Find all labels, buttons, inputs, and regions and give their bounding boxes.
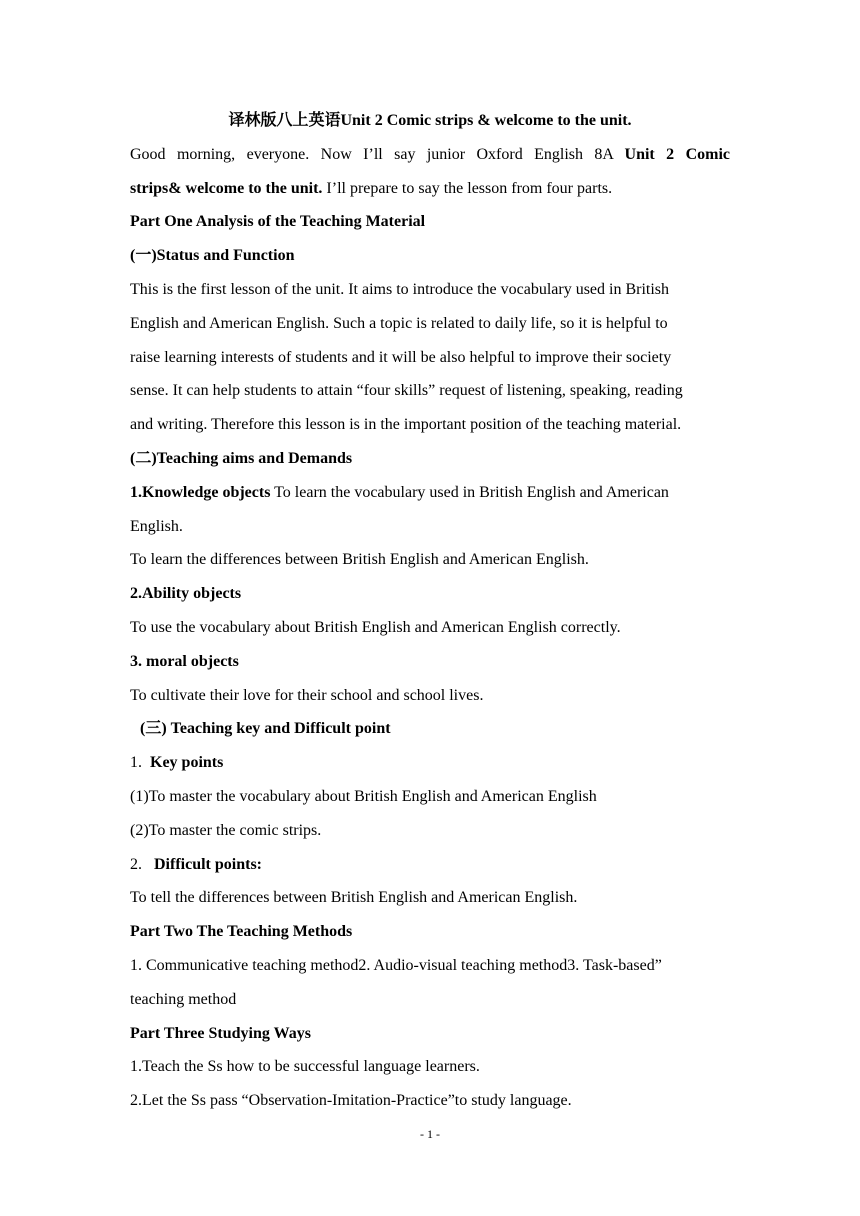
status-function-heading: (一)Status and Function: [130, 247, 295, 265]
status-line: English and American English. Such a topic is related to daily life, so it is helpful to: [130, 314, 668, 332]
page-number: - 1 -: [420, 1127, 440, 1141]
ability-text: To use the vocabulary about British English and American English correctly.: [130, 618, 621, 636]
intro-text-cont: I’ll prepare to say the lesson from four parts.: [322, 179, 613, 197]
status-line: raise learning interests of students and it will be also helpful to improve their society: [130, 348, 672, 366]
title-chinese: 译林版八上英语: [228, 112, 341, 129]
knowledge-label: 1.Knowledge objects: [130, 483, 271, 501]
part-one-heading: Part One Analysis of the Teaching Material: [130, 213, 426, 231]
teaching-aims-heading: (二)Teaching aims and Demands: [130, 449, 353, 467]
document-title: [130, 104, 730, 138]
difficult-points-number: 2.: [130, 855, 142, 873]
ability-label: 2.Ability objects: [130, 585, 242, 603]
studying-way-item: 1.Teach the Ss how to be successful language learners.: [130, 1058, 480, 1076]
status-line: sense. It can help students to attain “four skills” request of listening, speaking, reading: [130, 382, 683, 400]
title-english: Unit 2 Comic strips & welcome to the unit.: [340, 112, 632, 129]
intro-text: Good morning, everyone. Now I’ll say junior Oxford English 8A: [130, 145, 625, 163]
knowledge-objects: [130, 476, 730, 510]
document-body: [130, 104, 730, 1118]
intro-line-2: [130, 172, 730, 206]
moral-text: To cultivate their love for their school and school lives.: [130, 686, 484, 704]
difficult-points-label: [130, 848, 730, 882]
part-three-heading: Part Three Studying Ways: [130, 1024, 311, 1042]
knowledge-text: To learn the vocabulary used in British English and American: [270, 483, 669, 501]
intro-bold: Unit 2 Comic: [624, 145, 730, 163]
key-points-label: [130, 746, 730, 780]
key-points-number: 1.: [130, 754, 142, 772]
status-line: and writing. Therefore this lesson is in the important position of the teaching material.: [130, 416, 682, 434]
moral-label: 3. moral objects: [130, 652, 239, 670]
methods-line-2: teaching method: [130, 990, 237, 1008]
status-line: This is the first lesson of the unit. It aims to introduce the vocabulary used in British: [130, 280, 670, 298]
knowledge-cont: English.: [130, 517, 183, 535]
studying-way-item: 2.Let the Ss pass “Observation-Imitation-Practice”to study language.: [130, 1092, 572, 1110]
intro-bold-cont: strips& welcome to the unit.: [130, 179, 323, 197]
methods-line-1: 1. Communicative teaching method2. Audio-visual teaching method3. Task-based”: [130, 956, 662, 974]
knowledge-line-2: To learn the differences between British English and American English.: [130, 551, 589, 569]
key-point-item: (1)To master the vocabulary about British English and American English: [130, 787, 597, 805]
key-point-item: (2)To master the comic strips.: [130, 821, 322, 839]
key-difficult-heading: (三) Teaching key and Difficult point: [140, 720, 391, 738]
difficult-points-content: To tell the differences between British English and American English.: [130, 889, 578, 907]
key-points-text: Key points: [150, 754, 224, 772]
part-two-heading: Part Two The Teaching Methods: [130, 923, 353, 941]
difficult-points-text: Difficult points:: [154, 855, 262, 873]
intro-line-1: [130, 138, 730, 172]
